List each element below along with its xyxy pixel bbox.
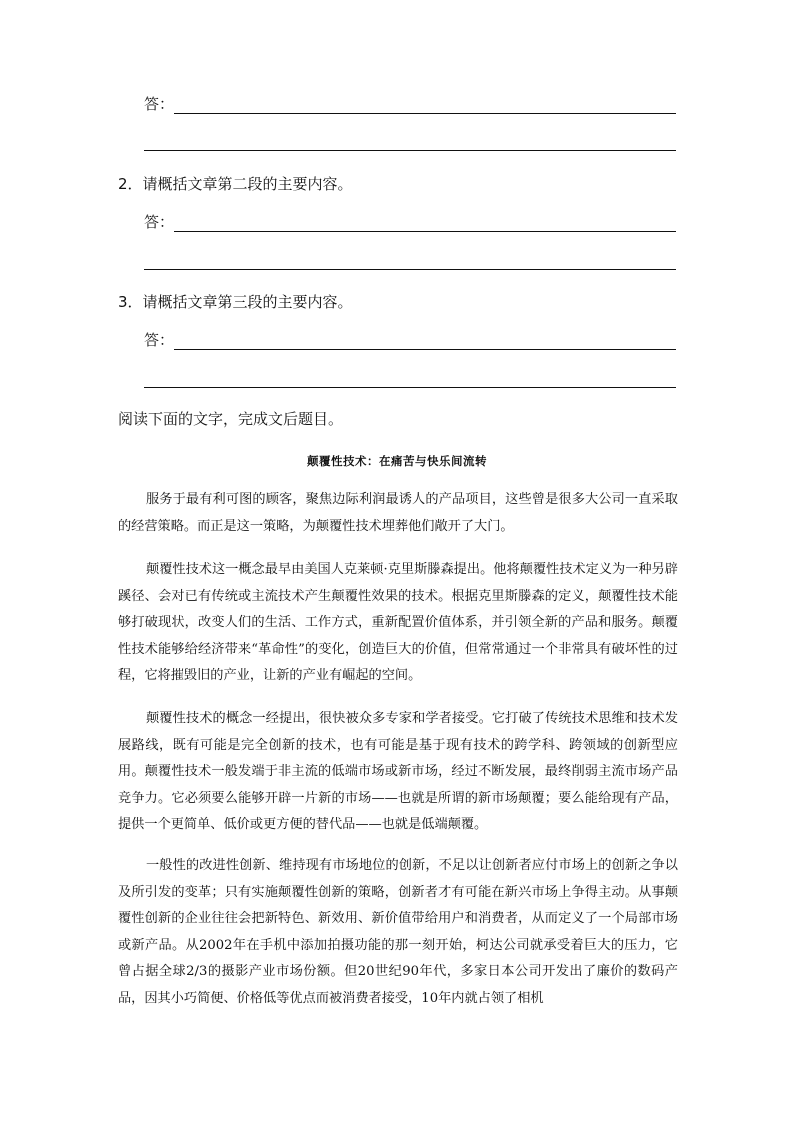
article-paragraph-4: 一般性的改进性创新、维持现有市场地位的创新，不足以让创新者应付市场上的创新之争以及所引发的变革；只有实施颠覆性创新的策略，创新者才有可能在新兴市场上争得主动。从事颠覆性创新的企业往往会把新特色、新效用、新价值带给用户和消费者，从而定义了一个局部市场或新产品。从2002年在手机中添加拍摄功能的那一刻开始，柯达公司就承受着巨大的压力，它曾占据全球2/3的摄影产业市场份额。但20世纪90年代，多家日本公司开发出了廉价的数码产品，因其小巧简便、价格低等优点而被消费者接受，10年内就占领了相机 — [118, 858, 678, 1006]
answer-label: 答： — [144, 331, 175, 349]
answer-line — [174, 349, 676, 350]
reading-instruction: 阅读下面的文字，完成文后题目。 — [118, 410, 344, 428]
answer-extra-line — [144, 269, 676, 270]
answer-row-1 — [144, 94, 676, 114]
article-paragraph-2: 颠覆性技术这一概念最早由美国人克莱顿·克里斯滕森提出。他将颠覆性技术定义为一种另辟蹊径、会对已有传统或主流技术产生颠覆性效果的技术。根据克里斯滕森的定义，颠覆性技术能够打破现状，改变人们的生活、工作方式，重新配置价值体系，并引领全新的产品和服务。颠覆性技术能够给经济带来“革命性”的变化，创造巨大的价值，但常常通过一个非常具有破坏性的过程，它将摧毁旧的产业，让新的产业有崛起的空间。 — [118, 562, 678, 683]
article-title: 颠覆性技术：在痛苦与快乐间流转 — [307, 454, 487, 468]
article-paragraph-1: 服务于最有利可图的顾客，聚焦边际利润最诱人的产品项目，这些曾是很多大公司一直采取的经营策略。而正是这一策略，为颠覆性技术埋葬他们敞开了大门。 — [118, 492, 678, 534]
question-3: 3．请概括文章第三段的主要内容。 — [118, 293, 353, 311]
question-2: 2．请概括文章第二段的主要内容。 — [118, 175, 353, 193]
answer-label: 答： — [144, 95, 175, 113]
answer-label: 答： — [144, 213, 175, 231]
answer-extra-line — [144, 150, 676, 151]
answer-row-3 — [144, 330, 676, 350]
answer-line — [174, 231, 676, 232]
article-paragraph-3: 颠覆性技术的概念一经提出，很快被众多专家和学者接受。它打破了传统技术思维和技术发展路线，既有可能是完全创新的技术，也有可能是基于现有技术的跨学科、跨领域的创新型应用。颠覆性技术一般发端于非主流的低端市场或新市场，经过不断发展，最终削弱主流市场产品竞争力。它必须要么能够开辟一片新的市场——也就是所谓的新市场颠覆；要么能给现有产品，提供一个更简单、低价或更方便的替代品——也就是低端颠覆。 — [118, 711, 678, 832]
answer-line — [174, 113, 676, 114]
answer-extra-line — [144, 387, 676, 388]
answer-row-2 — [144, 212, 676, 232]
